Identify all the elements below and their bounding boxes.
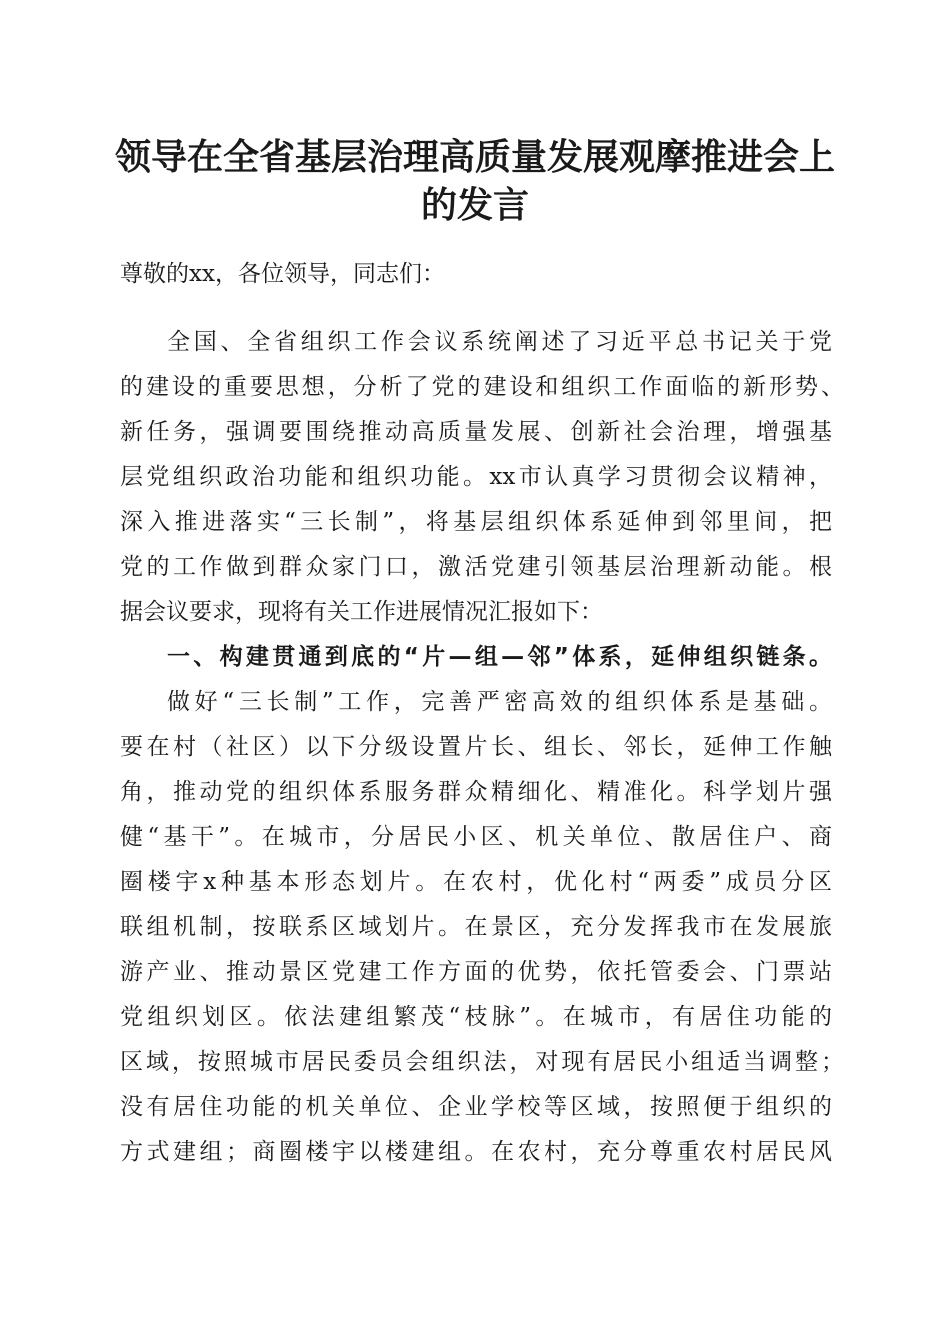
paragraph-2-line: 圈楼宇x种基本形态划片。在农村，优化村“两委”成员分区 <box>120 869 832 895</box>
paragraph-1-line: 新任务，强调要围绕推动高质量发展、创新社会治理，增强基 <box>120 419 832 445</box>
paragraph-1-line: 党的工作做到群众家门口，激活党建引领基层治理新动能。根 <box>120 554 832 580</box>
paragraph-1-line: 的建设的重要思想，分析了党的建设和组织工作面临的新形势、 <box>120 374 844 400</box>
salutation: 尊敬的xx，各位领导，同志们： <box>120 261 445 287</box>
paragraph-2-line: 角，推动党的组织体系服务群众精细化、精准化。科学划片强 <box>120 779 832 805</box>
paragraph-2-line: 党组织划区。依法建组繁茂“枝脉”。在城市，有居住功能的 <box>120 1004 832 1030</box>
paragraph-2-line: 联组机制，按联系区域划片。在景区，充分发挥我市在发展旅 <box>120 914 832 940</box>
paragraph-2-line: 做好“三长制”工作，完善严密高效的组织体系是基础。 <box>167 689 832 715</box>
paragraph-2-line: 要在村（社区）以下分级设置片长、组长、邻长，延伸工作触 <box>120 734 832 760</box>
paragraph-1-line: 据会议要求，现将有关工作进展情况汇报如下： <box>120 599 603 625</box>
paragraph-1-line: 层党组织政治功能和组织功能。xx市认真学习贯彻会议精神， <box>120 464 832 490</box>
document-title-line-2: 的发言 <box>420 185 529 226</box>
paragraph-2-line: 区域，按照城市居民委员会组织法，对现有居民小组适当调整； <box>120 1049 844 1075</box>
document-title-line-1: 领导在全省基层治理高质量发展观摩推进会上 <box>114 137 835 178</box>
paragraph-2-line: 方式建组；商圈楼宇以楼建组。在农村，充分尊重农村居民风 <box>120 1139 832 1165</box>
paragraph-1-line: 深入推进落实“三长制”，将基层组织体系延伸到邻里间，把 <box>120 509 832 535</box>
section-1-heading: 一、构建贯通到底的“片—组—邻”体系，延伸组织链条。 <box>167 644 832 670</box>
paragraph-1-line: 全国、全省组织工作会议系统阐述了习近平总书记关于党 <box>167 329 832 355</box>
paragraph-2-line: 游产业、推动景区党建工作方面的优势，依托管委会、门票站 <box>120 959 832 985</box>
paragraph-2-line: 健“基干”。在城市，分居民小区、机关单位、散居住户、商 <box>120 824 832 850</box>
paragraph-2-line: 没有居住功能的机关单位、企业学校等区域，按照便于组织的 <box>120 1094 832 1120</box>
